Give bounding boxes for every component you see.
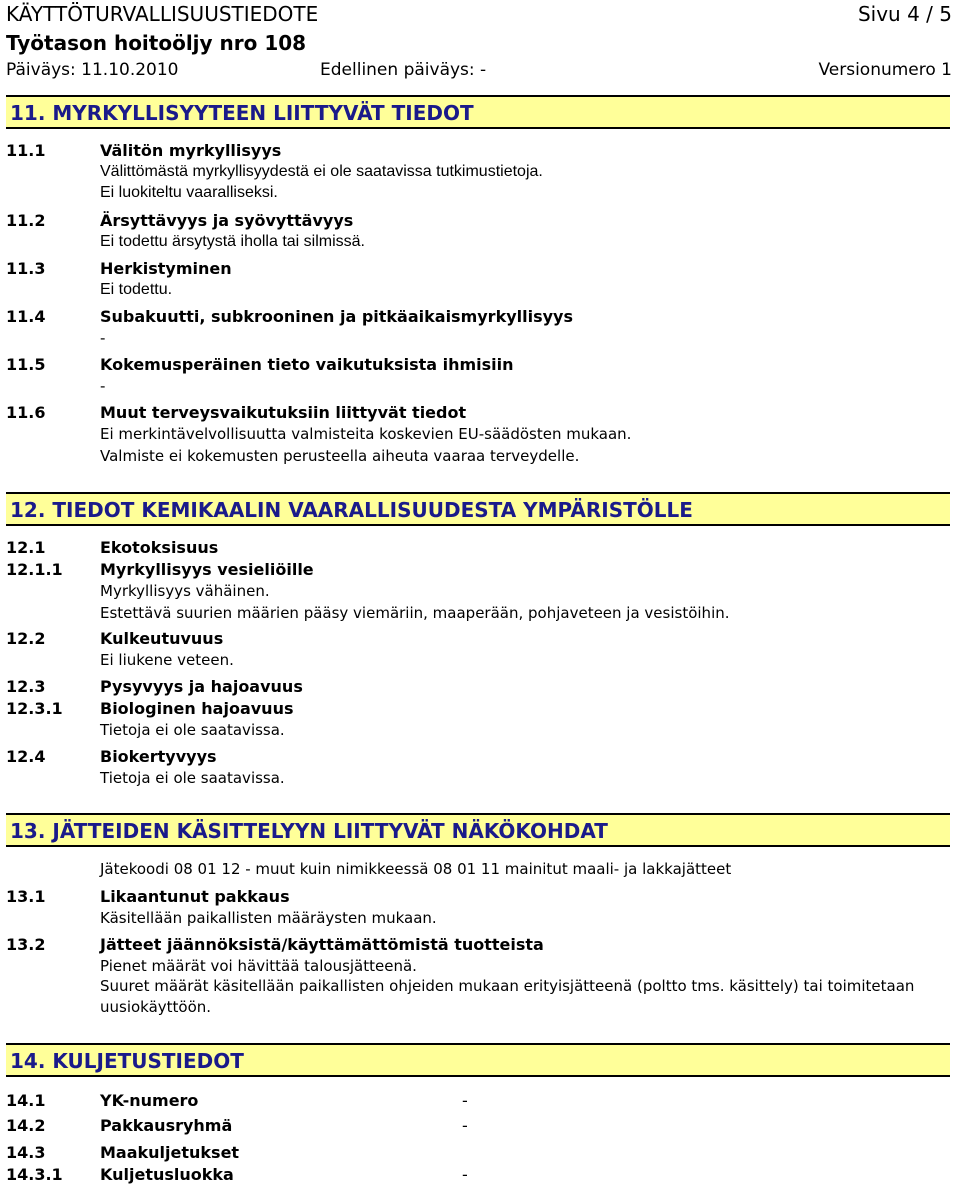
section-11-6-title: Muut terveysvaikutuksiin liittyvät tiedot bbox=[100, 403, 467, 422]
section-12-4-title: Biokertyvyys bbox=[100, 747, 217, 766]
section-11-1-text-2: Ei luokiteltu vaaralliseksi. bbox=[100, 184, 278, 201]
section-12-band bbox=[6, 492, 950, 526]
section-13-2-title: Jätteet jäännöksistä/käyttämättömistä tuotteista bbox=[100, 935, 544, 954]
section-14-3-1-title: Kuljetusluokka bbox=[100, 1165, 234, 1184]
section-14-1-title: YK-numero bbox=[100, 1091, 199, 1110]
section-12-heading: 12. TIEDOT KEMIKAALIN VAARALLISUUDESTA YMPÄRISTÖLLE bbox=[10, 498, 693, 522]
section-14-2-value: - bbox=[462, 1116, 468, 1135]
section-13-1-title: Likaantunut pakkaus bbox=[100, 887, 290, 906]
section-14-3-1-number: 14.3.1 bbox=[6, 1165, 63, 1184]
section-13-heading: 13. JÄTTEIDEN KÄSITTELYYN LIITTYVÄT NÄKÖKOHDAT bbox=[10, 819, 608, 843]
section-11-2-text-1: Ei todettu ärsytystä iholla tai silmissä. bbox=[100, 233, 365, 250]
section-11-1-title: Välitön myrkyllisyys bbox=[100, 141, 282, 160]
section-11-6-number: 11.6 bbox=[6, 403, 46, 422]
section-12-1-1-title: Myrkyllisyys vesieliöille bbox=[100, 560, 314, 579]
section-11-4-title: Subakuutti, subkrooninen ja pitkäaikaismyrkyllisyys bbox=[100, 307, 573, 326]
section-12-3-number: 12.3 bbox=[6, 677, 46, 696]
section-11-5-title: Kokemusperäinen tieto vaikutuksista ihmisiin bbox=[100, 355, 514, 374]
date: Päiväys: 11.10.2010 bbox=[6, 60, 179, 80]
section-12-1-title: Ekotoksisuus bbox=[100, 538, 219, 557]
section-14-3-1-value: - bbox=[462, 1165, 468, 1184]
section-11-4-text-1: - bbox=[100, 329, 106, 347]
section-11-5-number: 11.5 bbox=[6, 355, 46, 374]
section-12-3-1-text-1: Tietoja ei ole saatavissa. bbox=[100, 721, 285, 739]
section-14-heading: 14. KULJETUSTIEDOT bbox=[10, 1049, 244, 1073]
section-14-2-number: 14.2 bbox=[6, 1116, 46, 1135]
section-12-1-1-number: 12.1.1 bbox=[6, 560, 63, 579]
section-11-1-text-1: Välittömästä myrkyllisyydestä ei ole saatavissa tutkimustietoja. bbox=[100, 163, 543, 180]
page-number: Sivu 4 / 5 bbox=[857, 2, 952, 26]
section-12-3-1-title: Biologinen hajoavuus bbox=[100, 699, 294, 718]
section-14-2-title: Pakkausryhmä bbox=[100, 1116, 233, 1135]
section-12-1-1-text-1: Myrkyllisyys vähäinen. bbox=[100, 582, 270, 600]
section-12-2-text-1: Ei liukene veteen. bbox=[100, 651, 234, 669]
section-11-4-number: 11.4 bbox=[6, 307, 46, 326]
section-14-1-value: - bbox=[462, 1091, 468, 1110]
section-11-3-text-1: Ei todettu. bbox=[100, 281, 173, 298]
section-11-3-title: Herkistyminen bbox=[100, 259, 232, 278]
section-14-band bbox=[6, 1043, 950, 1077]
section-11-6-text-1: Ei merkintävelvollisuutta valmisteita koskevien EU-säädösten mukaan. bbox=[100, 425, 632, 443]
section-14-3-number: 14.3 bbox=[6, 1143, 46, 1162]
product-name: Työtason hoitoöljy nro 108 bbox=[6, 31, 307, 55]
section-11-2-number: 11.2 bbox=[6, 211, 46, 230]
version-number: Versionumero 1 bbox=[818, 60, 952, 80]
section-12-4-text-1: Tietoja ei ole saatavissa. bbox=[100, 769, 285, 787]
section-14-3-title: Maakuljetukset bbox=[100, 1143, 240, 1162]
section-12-1-number: 12.1 bbox=[6, 538, 46, 557]
section-12-2-title: Kulkeutuvuus bbox=[100, 629, 224, 648]
section-12-1-1-text-2: Estettävä suurien määrien pääsy viemäriin, maaperään, pohjaveteen ja vesistöihin. bbox=[100, 604, 730, 622]
section-12-3-title: Pysyvyys ja hajoavuus bbox=[100, 677, 303, 696]
section-13-intro: Jätekoodi 08 01 12 - muut kuin nimikkeessä 08 01 11 mainitut maali- ja lakkajätteet bbox=[100, 860, 732, 878]
section-11-6-text-2: Valmiste ei kokemusten perusteella aiheuta vaaraa terveydelle. bbox=[100, 447, 580, 465]
section-13-2-text-1: Pienet määrät voi hävittää talousjätteenä. bbox=[100, 957, 417, 975]
section-12-3-1-number: 12.3.1 bbox=[6, 699, 63, 718]
section-13-2-text-3: uusiokäyttöön. bbox=[100, 998, 212, 1016]
section-13-2-number: 13.2 bbox=[6, 935, 46, 954]
section-12-4-number: 12.4 bbox=[6, 747, 46, 766]
previous-date: Edellinen päiväys: - bbox=[320, 60, 487, 80]
section-11-3-number: 11.3 bbox=[6, 259, 46, 278]
section-11-5-text-1: - bbox=[100, 377, 106, 395]
section-11-heading: 11. MYRKYLLISYYTEEN LIITTYVÄT TIEDOT bbox=[10, 101, 474, 125]
section-11-2-title: Ärsyttävyys ja syövyttävyys bbox=[100, 211, 354, 230]
section-11-1-number: 11.1 bbox=[6, 141, 46, 160]
section-13-band bbox=[6, 813, 950, 847]
section-11-band bbox=[6, 95, 950, 129]
section-12-2-number: 12.2 bbox=[6, 629, 46, 648]
section-13-2-text-2: Suuret määrät käsitellään paikallisten ohjeiden mukaan erityisjätteenä (poltto tms. käsittely) tai toimitetaan bbox=[100, 977, 915, 995]
section-14-1-number: 14.1 bbox=[6, 1091, 46, 1110]
section-13-1-number: 13.1 bbox=[6, 887, 46, 906]
document-type: KÄYTTÖTURVALLISUUSTIEDOTE bbox=[6, 2, 319, 26]
section-13-1-text-1: Käsitellään paikallisten määräysten mukaan. bbox=[100, 909, 437, 927]
